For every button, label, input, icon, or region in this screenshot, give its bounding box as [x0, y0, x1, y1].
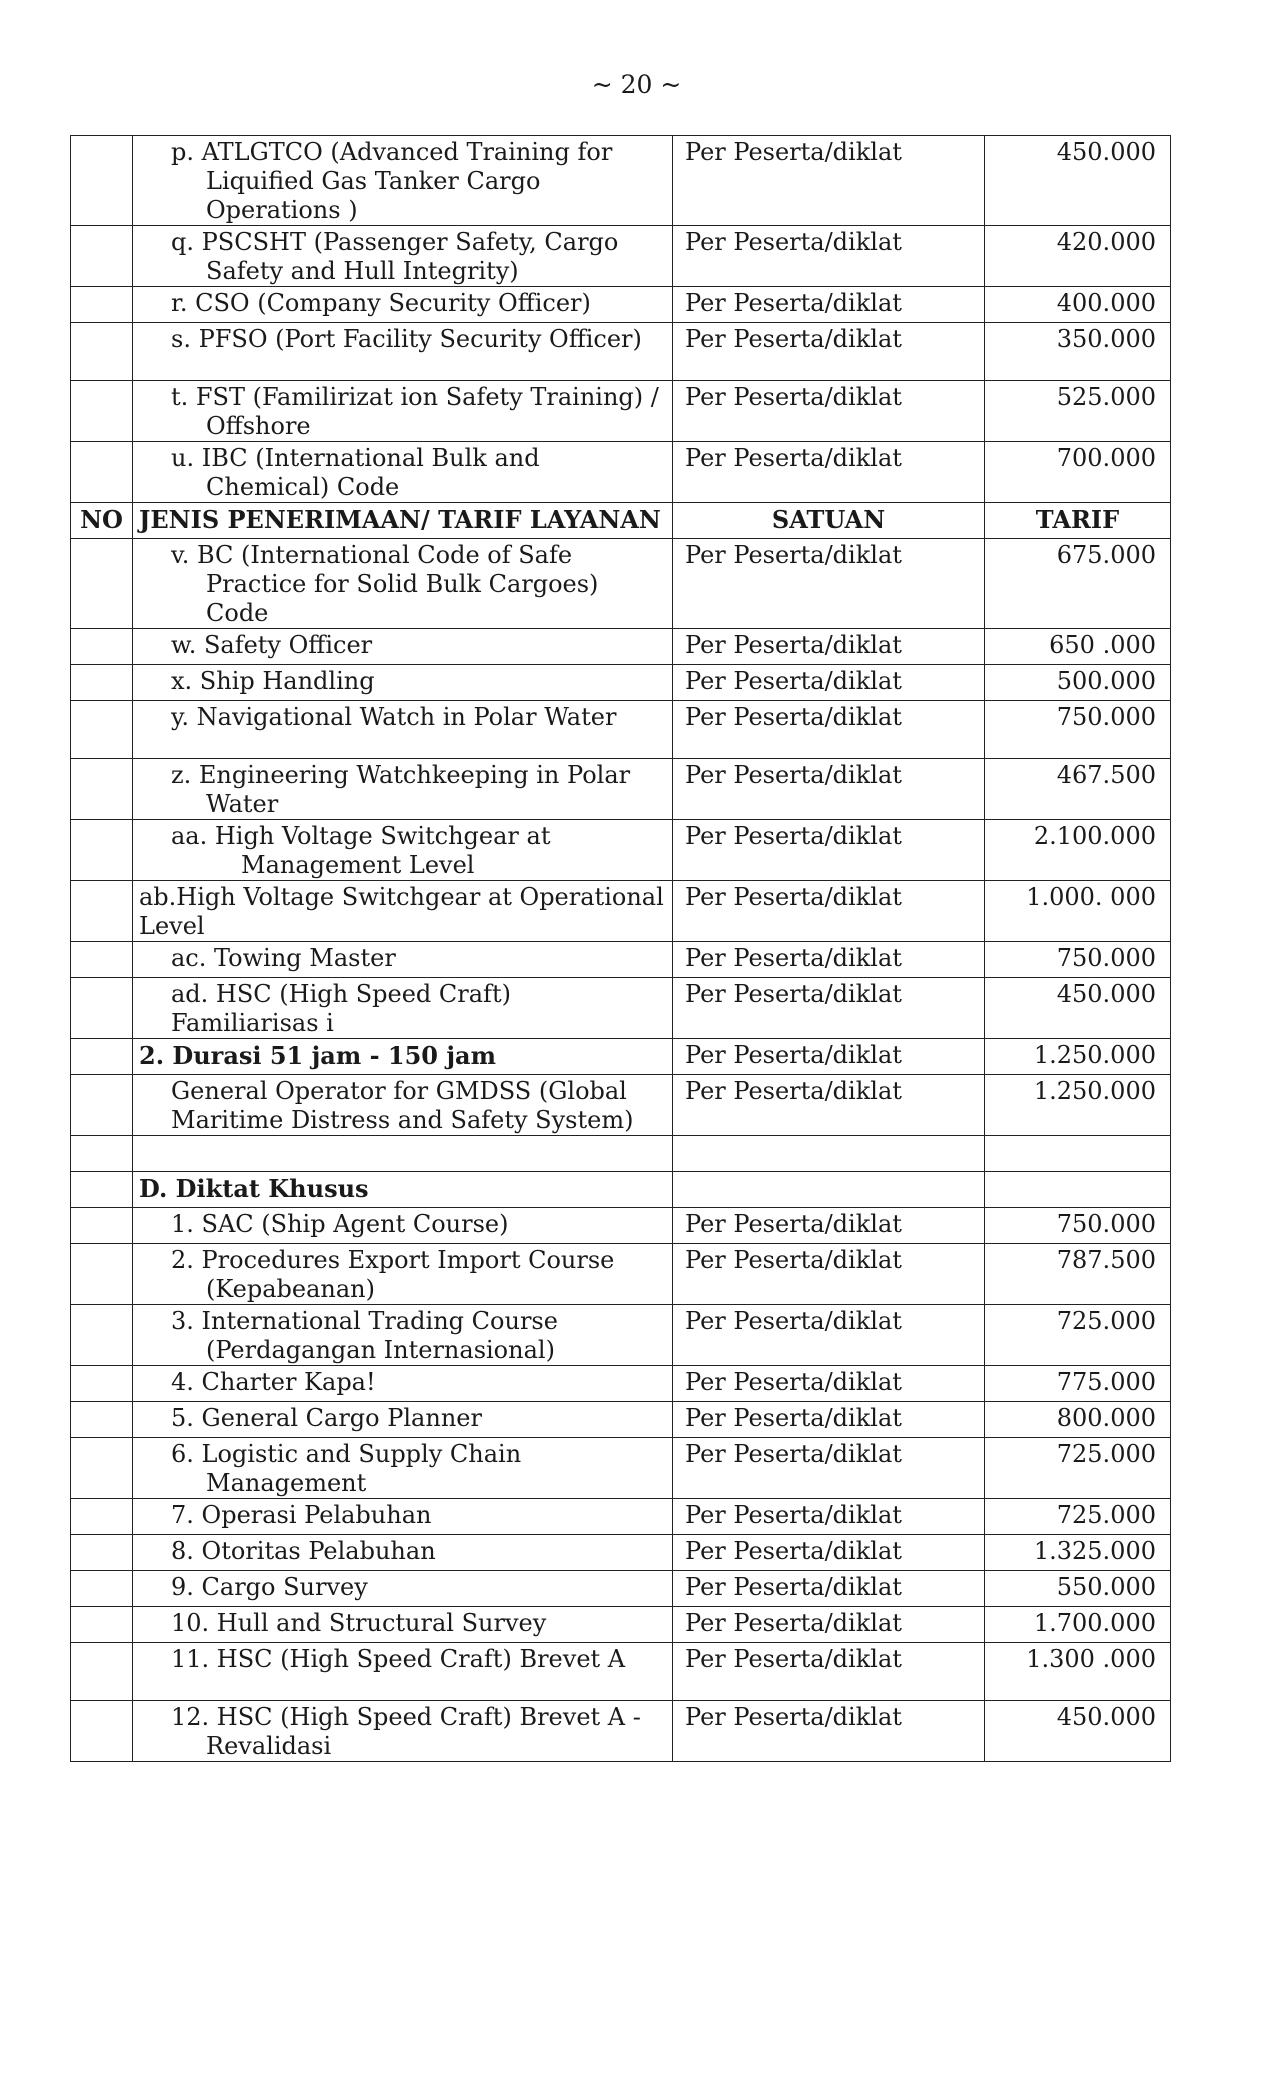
item-tarif: 650 .000	[985, 629, 1171, 665]
item-unit: Per Peserta/diklat	[673, 1039, 985, 1075]
item-unit: Per Peserta/diklat	[673, 1305, 985, 1366]
table-row	[71, 1535, 1171, 1571]
item-unit: Per Peserta/diklat	[673, 701, 985, 759]
item-tarif: 725.000	[985, 1438, 1171, 1499]
item-tarif: 1.250.000	[985, 1039, 1171, 1075]
section-d-label: D. Diktat Khusus	[133, 1172, 673, 1208]
item-label: aa. High Voltage Switchgear at Management Level	[171, 822, 551, 879]
header-no: NO	[71, 503, 133, 539]
item-unit: Per Peserta/diklat	[673, 1643, 985, 1701]
item-tarif: 787.500	[985, 1244, 1171, 1305]
item-tarif: 1.250.000	[985, 1075, 1171, 1136]
table-row	[71, 226, 1171, 287]
item-label: x. Ship Handling	[171, 667, 375, 695]
item-tarif: 2.100.000	[985, 820, 1171, 881]
item-label: 2. Procedures Export Import Course (Kepabeanan)	[171, 1246, 615, 1303]
table-row	[71, 136, 1171, 226]
table-row	[71, 1075, 1171, 1136]
item-label: 4. Charter Kapa!	[171, 1368, 376, 1396]
item-tarif: 1.300 .000	[985, 1643, 1171, 1701]
header-tarif: TARIF	[985, 503, 1171, 539]
item-unit: Per Peserta/diklat	[673, 759, 985, 820]
item-label: 11. HSC (High Speed Craft) Brevet A	[171, 1645, 626, 1673]
item-label: 6. Logistic and Supply Chain Management	[171, 1440, 522, 1497]
item-tarif: 450.000	[985, 1701, 1171, 1762]
item-label: p. ATLGTCO (Advanced Training for Liquified Gas Tanker Cargo Operations )	[171, 138, 613, 224]
table-row	[71, 629, 1171, 665]
item-unit: Per Peserta/diklat	[673, 1366, 985, 1402]
item-label: 1. SAC (Ship Agent Course)	[171, 1210, 509, 1238]
section-row	[71, 1172, 1171, 1208]
item-label: 12. HSC (High Speed Craft) Brevet A - Revalidasi	[171, 1703, 641, 1760]
item-tarif: 750.000	[985, 942, 1171, 978]
item-label: 10. Hull and Structural Survey	[171, 1609, 547, 1637]
gmdss-label: General Operator for GMDSS (Global Maritime Distress and Safety System)	[133, 1075, 673, 1136]
item-unit: Per Peserta/diklat	[673, 381, 985, 442]
item-unit: Per Peserta/diklat	[673, 1701, 985, 1762]
item-tarif: 750.000	[985, 1208, 1171, 1244]
item-label: v. BC (International Code of Safe Practice for Solid Bulk Cargoes) Code	[171, 541, 599, 627]
item-tarif: 550.000	[985, 1571, 1171, 1607]
item-tarif: 725.000	[985, 1499, 1171, 1535]
table-row	[71, 881, 1171, 942]
item-label: ab.High Voltage Switchgear at Operational Level	[139, 883, 664, 940]
item-unit: Per Peserta/diklat	[673, 629, 985, 665]
item-unit: Per Peserta/diklat	[673, 942, 985, 978]
item-tarif: 750.000	[985, 701, 1171, 759]
item-tarif: 467.500	[985, 759, 1171, 820]
table-row	[71, 759, 1171, 820]
table-row	[71, 701, 1171, 759]
table-row	[71, 978, 1171, 1039]
item-tarif: 675.000	[985, 539, 1171, 629]
item-unit: Per Peserta/diklat	[673, 1075, 985, 1136]
item-tarif: 350.000	[985, 323, 1171, 381]
item-unit: Per Peserta/diklat	[673, 1208, 985, 1244]
item-label: r. CSO (Company Security Officer)	[171, 289, 591, 317]
item-unit: Per Peserta/diklat	[673, 978, 985, 1039]
table-row	[71, 1402, 1171, 1438]
item-tarif: 400.000	[985, 287, 1171, 323]
item-unit: Per Peserta/diklat	[673, 1571, 985, 1607]
item-tarif: 1.325.000	[985, 1535, 1171, 1571]
item-tarif: 450.000	[985, 136, 1171, 226]
table-row	[71, 1571, 1171, 1607]
table-row	[71, 665, 1171, 701]
item-tarif: 420.000	[985, 226, 1171, 287]
table-row	[71, 1607, 1171, 1643]
page-number: ~ 20 ~	[591, 70, 682, 99]
item-tarif: 700.000	[985, 442, 1171, 503]
item-tarif: 525.000	[985, 381, 1171, 442]
item-tarif: 1.700.000	[985, 1607, 1171, 1643]
item-unit: Per Peserta/diklat	[673, 820, 985, 881]
durasi-label: 2. Durasi 51 jam - 150 jam	[133, 1039, 673, 1075]
item-unit: Per Peserta/diklat	[673, 1438, 985, 1499]
item-label: t. FST (Familirizat ion Safety Training) / Offshore	[171, 383, 659, 440]
item-label: s. PFSO (Port Facility Security Officer)	[171, 325, 642, 353]
item-label: ac. Towing Master	[171, 944, 396, 972]
table-row	[71, 1366, 1171, 1402]
table-row	[71, 1499, 1171, 1535]
item-tarif: 450.000	[985, 978, 1171, 1039]
blank-row	[71, 1136, 1171, 1172]
table-row	[71, 323, 1171, 381]
item-label: u. IBC (International Bulk and Chemical) Code	[171, 444, 540, 501]
item-label: 3. International Trading Course (Perdagangan Internasional)	[171, 1307, 558, 1364]
item-unit: Per Peserta/diklat	[673, 881, 985, 942]
table-row	[71, 1305, 1171, 1366]
item-unit: Per Peserta/diklat	[673, 1607, 985, 1643]
item-label: ad. HSC (High Speed Craft) Familiarisas i	[171, 980, 511, 1037]
item-unit: Per Peserta/diklat	[673, 136, 985, 226]
header-satuan: SATUAN	[673, 503, 985, 539]
item-label: 5. General Cargo Planner	[171, 1404, 482, 1432]
item-unit: Per Peserta/diklat	[673, 226, 985, 287]
table-row	[71, 287, 1171, 323]
item-label: z. Engineering Watchkeeping in Polar Water	[171, 761, 631, 818]
table-row	[71, 1701, 1171, 1762]
item-unit: Per Peserta/diklat	[673, 1244, 985, 1305]
table-row	[71, 1039, 1171, 1075]
item-unit: Per Peserta/diklat	[673, 287, 985, 323]
item-tarif: 1.000. 000	[985, 881, 1171, 942]
table-row	[71, 381, 1171, 442]
table-row	[71, 1208, 1171, 1244]
item-unit: Per Peserta/diklat	[673, 1535, 985, 1571]
table-row	[71, 820, 1171, 881]
tariff-table	[70, 135, 1171, 1762]
item-tarif: 775.000	[985, 1366, 1171, 1402]
item-unit: Per Peserta/diklat	[673, 323, 985, 381]
item-unit: Per Peserta/diklat	[673, 1499, 985, 1535]
table-row	[71, 1643, 1171, 1701]
item-label: y. Navigational Watch in Polar Water	[171, 703, 617, 731]
item-unit: Per Peserta/diklat	[673, 442, 985, 503]
table-row	[71, 442, 1171, 503]
table-row	[71, 539, 1171, 629]
table-row	[71, 942, 1171, 978]
item-tarif: 800.000	[985, 1402, 1171, 1438]
item-tarif: 725.000	[985, 1305, 1171, 1366]
item-unit: Per Peserta/diklat	[673, 665, 985, 701]
item-unit: Per Peserta/diklat	[673, 539, 985, 629]
item-tarif: 500.000	[985, 665, 1171, 701]
item-unit: Per Peserta/diklat	[673, 1402, 985, 1438]
item-label: 7. Operasi Pelabuhan	[171, 1501, 432, 1529]
header-jenis: JENIS PENERIMAAN/ TARIF LAYANAN	[133, 503, 673, 539]
item-label: 8. Otoritas Pelabuhan	[171, 1537, 436, 1565]
table-header-row	[71, 503, 1171, 539]
table-row	[71, 1438, 1171, 1499]
table-row	[71, 1244, 1171, 1305]
item-label: w. Safety Officer	[171, 631, 373, 659]
item-label: q. PSCSHT (Passenger Safety, Cargo Safety and Hull Integrity)	[171, 228, 619, 285]
item-label: 9. Cargo Survey	[171, 1573, 368, 1601]
